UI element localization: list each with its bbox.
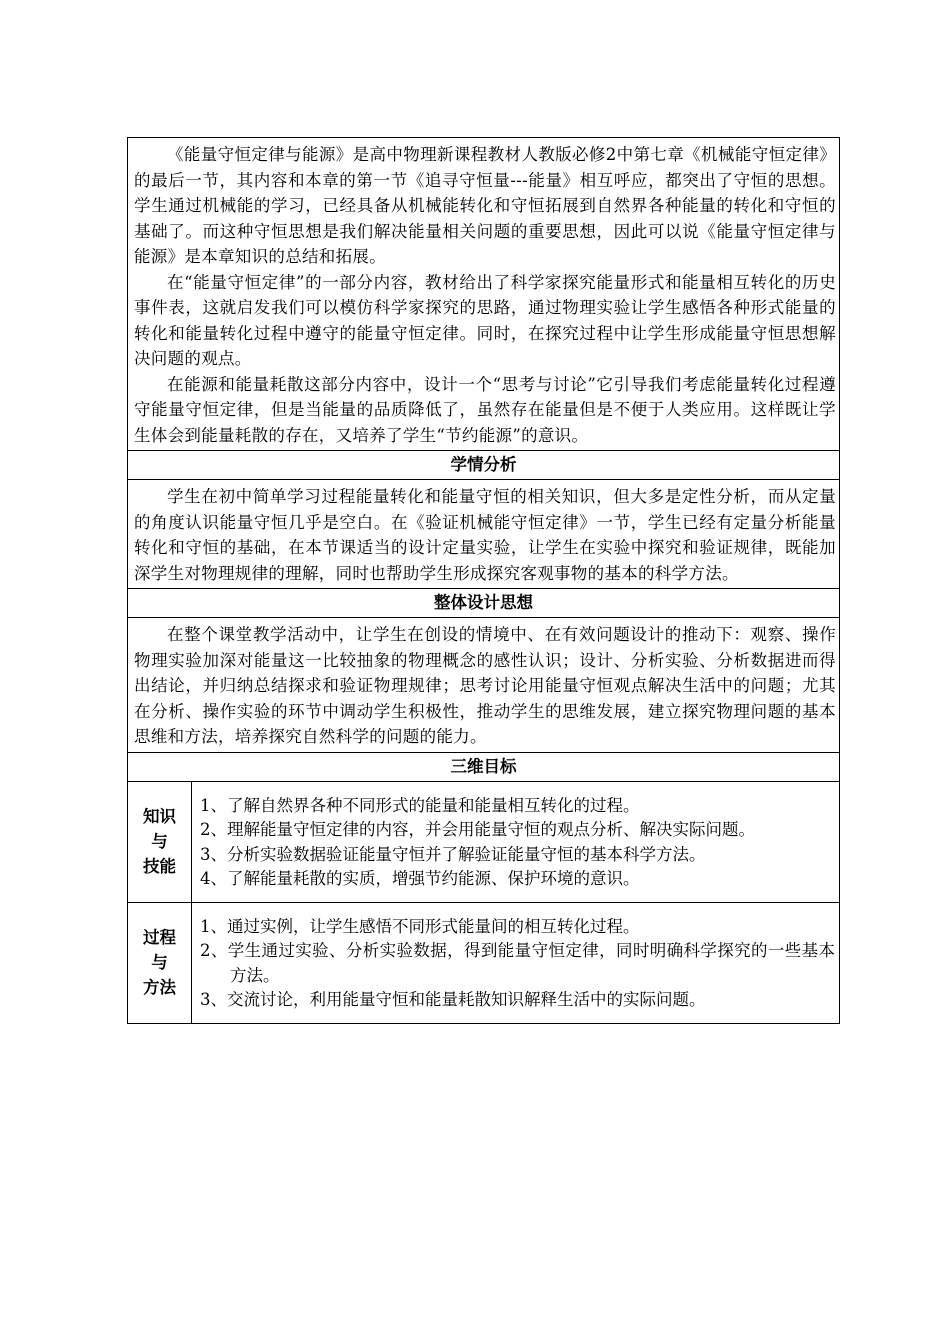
design-idea-heading: 整体设计思想 [434,593,533,612]
process-method-row [128,902,840,1023]
learning-analysis-heading-row [128,451,840,480]
list-item: 2、学生通过实验、分析实验数据，得到能量守恒定律，同时明确科学探究的一些基本方法。 [200,941,835,985]
knowledge-skills-list [192,781,840,902]
intro-paragraph-3: 在能源和能量耗散这部分内容中，设计一个“思考与讨论”它引导我们考虑能量转化过程遵守能量守恒定律，但是当能量的品质降低了，虽然存在能量但是不便于人类应用。这样既让学生体会到能量耗散的存在，又培养了学生“节约能源”的意识。 [134,374,836,445]
knowledge-skills-label-line: 知识 [143,807,176,826]
objectives-heading-cell [128,752,840,781]
design-idea-cell [128,618,840,753]
design-idea-heading-row [128,589,840,618]
list-item: 4、了解能量耗散的实质，增强节约能源、保护环境的意识。 [200,869,640,888]
learning-analysis-cell [128,480,840,589]
design-idea-text: 在整个课堂教学活动中，让学生在创设的情境中、在有效问题设计的推动下：观察、操作物理实验加深对能量这一比较抽象的物理概念的感性认识；设计、分析实验、分析数据进而得出结论，并归纳总结探求和验证物理规律；思考讨论用能量守恒观点解决生活中的问题；尤其在分析、操作实验的环节中调动学生积极性，推动学生的思维发展，建立探究物理问题的基本思维和方法，培养探究自然科学的问题的能力。 [134,625,836,746]
lesson-plan-table [127,137,840,1024]
learning-analysis-text: 学生在初中简单学习过程能量转化和能量守恒的相关知识，但大多是定性分析，而从定量的角度认识能量守恒几乎是空白。在《验证机械能守恒定律》一节，学生已经有定量分析能量转化和守恒的基础，在本节课适当的设计定量实验，让学生在实验中探究和验证规律，既能加深学生对物理规律的理解，同时也帮助学生形成探究客观事物的基本的科学方法。 [134,487,836,583]
objectives-heading: 三维目标 [450,756,517,776]
intro-paragraph-2: 在“能量守恒定律”的一部分内容，教材给出了科学家探究能量形式和能量相互转化的历史事件表，这就启发我们可以模仿科学家探究的思路，通过物理实验让学生感悟各种形式能量的转化和能量转化过程中遵守的能量守恒定律。同时，在探究过程中让学生形成能量守恒思想解决问题的观点。 [134,272,836,368]
list-item: 3、分析实验数据验证能量守恒并了解验证能量守恒的基本科学方法。 [200,844,706,864]
learning-analysis-row [128,480,840,589]
process-method-label-line: 与 [151,953,168,972]
learning-analysis-heading: 学情分析 [450,455,517,474]
design-idea-row [128,618,840,753]
design-idea-heading-cell [128,589,840,618]
intro-row [128,138,840,451]
list-item: 1、通过实例，让学生感悟不同形式能量间的相互转化过程。 [200,916,640,936]
knowledge-skills-label-line: 与 [151,832,168,851]
list-item: 1、了解自然界各种不同形式的能量和能量相互转化的过程。 [200,795,640,815]
process-method-label-line: 方法 [143,978,176,997]
knowledge-skills-row [128,781,840,902]
knowledge-skills-label-cell [128,781,192,902]
process-method-list [192,902,840,1023]
learning-analysis-heading-cell [128,451,840,480]
process-method-label-cell [128,902,192,1023]
intro-cell [128,138,840,451]
list-item: 3、交流讨论，利用能量守恒和能量耗散知识解释生活中的实际问题。 [200,990,706,1009]
intro-paragraph-1: 《能量守恒定律与能源》是高中物理新课程教材人教版必修2中第七章《机械能守恒定律》的最后一节，其内容和本章的第一节《追寻守恒量---能量》相互呼应，都突出了守恒的思想。学生通过机械能的学习，已经具备从机械能转化和守恒拓展到自然界各种能量的转化和守恒的基础了。而这种守恒思想是我们解决能量相关问题的重要思想，因此可以说《能量守恒定律与能源》是本章知识的总结和拓展。 [134,145,836,266]
knowledge-skills-label-line: 技能 [143,857,176,876]
process-method-label-line: 过程 [143,928,176,947]
objectives-heading-row [128,752,840,781]
list-item: 2、理解能量守恒定律的内容，并会用能量守恒的观点分析、解决实际问题。 [200,820,755,839]
